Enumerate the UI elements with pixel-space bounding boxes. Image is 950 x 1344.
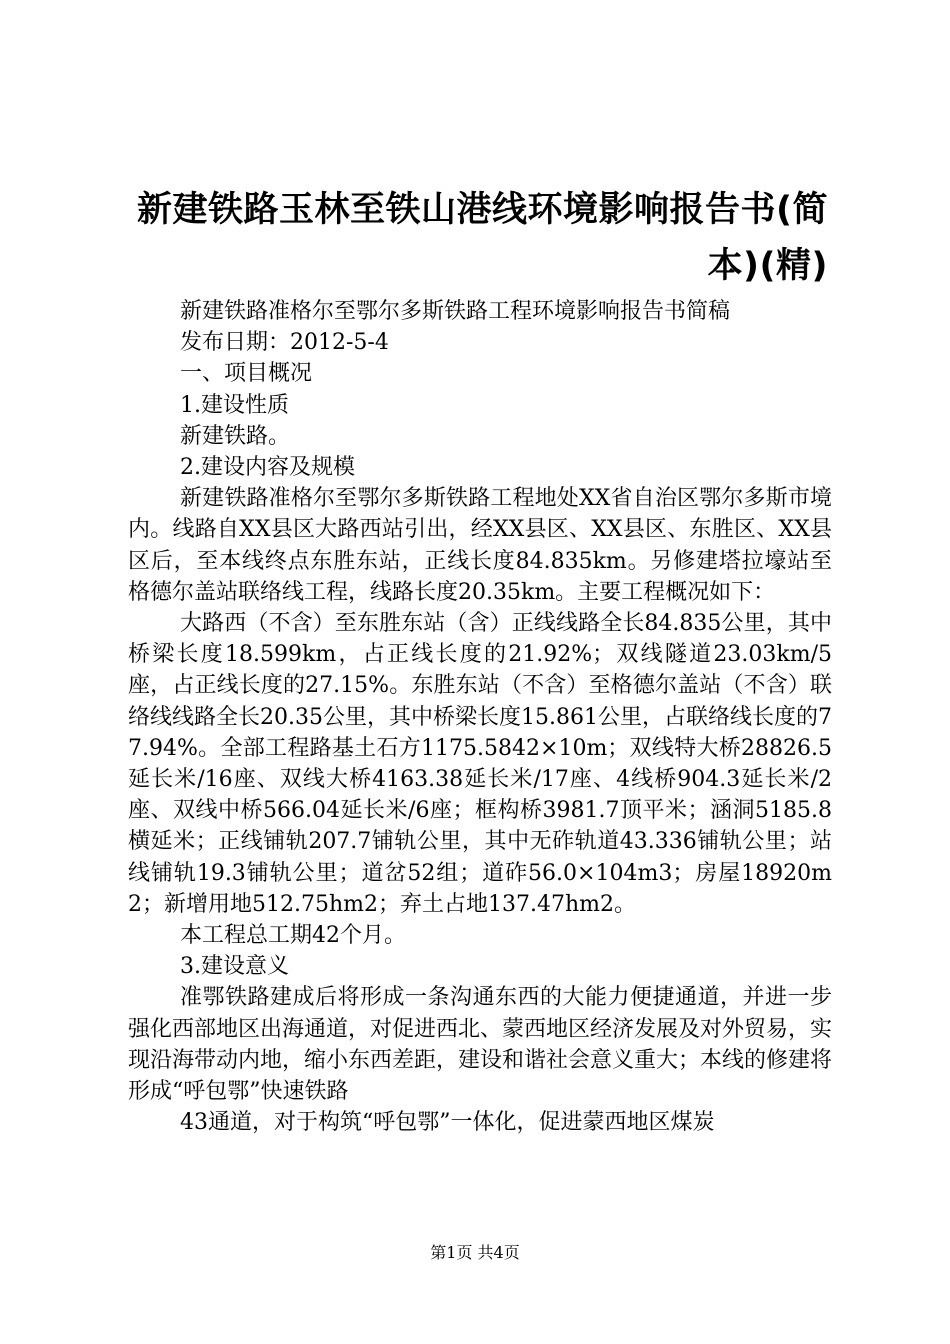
subtitle-line: 新建铁路准格尔至鄂尔多斯铁路工程环境影响报告书简稿 bbox=[180, 299, 731, 324]
section-heading-overview: 一、项目概况 bbox=[180, 361, 313, 387]
page-footer: 第1页 共4页 bbox=[430, 1243, 520, 1262]
publish-date-line: 发布日期：2012-5-4 bbox=[180, 330, 389, 356]
document-title: 新建铁路玉林至铁山港线环境影响报告书(简本)(精) bbox=[137, 190, 828, 286]
subheading-scope: 2.建设内容及规模 bbox=[180, 455, 355, 481]
construction-period-line: 本工程总工期42个月。 bbox=[180, 923, 406, 949]
significance-paragraph: 准鄂铁路建成后将形成一条沟通东西的大能力便捷通道，并进一步强化西部地区出海通道，对促进西北、蒙西地区经济发展及对外贸易，实现沿海带动内地，缩小东西差距，建设和谐社会意义重大；本线的修建将形成“呼包鄂”快速铁路 bbox=[128, 985, 833, 1105]
nature-text: 新建铁路。 bbox=[180, 423, 291, 449]
engineering-summary-paragraph: 大路西（不含）至东胜东站（含）正线线路全长84.835公里，其中桥梁长度18.599km，占正线长度的21.92%；双线隧道23.03km/5座，占正线长度的27.15%。东胜东站（不含）至格德尔盖站（不含）联络线线路全长20.35公里，其中桥梁长度15.861公里，占联络线长度的77.94%。全部工程路基土石方1175.5842×10m；双线特大桥28826.5延长米/16座、双线大桥4163.38延长米/17座、4线桥904.3延长米/2座、双线中桥566.04延长米/6座；框构桥3981.7顶平米；涵洞5185.8横延米；正线铺轨207.7铺轨公里，其中无砟轨道43.336铺轨公里；站线铺轨19.3铺轨公里；道岔52组；道砟56.0×104m3；房屋18920m2；新增用地512.75hm2；弃土占地137.47hm2。 bbox=[128, 611, 832, 917]
subheading-nature: 1.建设性质 bbox=[180, 392, 289, 418]
subheading-significance: 3.建设意义 bbox=[180, 954, 289, 980]
significance-continued-paragraph: 43通道，对于构筑“呼包鄂”一体化，促进蒙西地区煤炭 bbox=[180, 1110, 715, 1136]
scope-paragraph: 新建铁路准格尔至鄂尔多斯铁路工程地处XX省自治区鄂尔多斯市境内。线路自XX县区大路西站引出，经XX县区、XX县区、东胜区、XX县区后，至本线终点东胜东站，正线长度84.835km。另修建塔拉壕站至格德尔盖站联络线工程，线路长度20.35km。主要工程概况如下： bbox=[128, 486, 832, 605]
document-body bbox=[128, 296, 832, 1138]
